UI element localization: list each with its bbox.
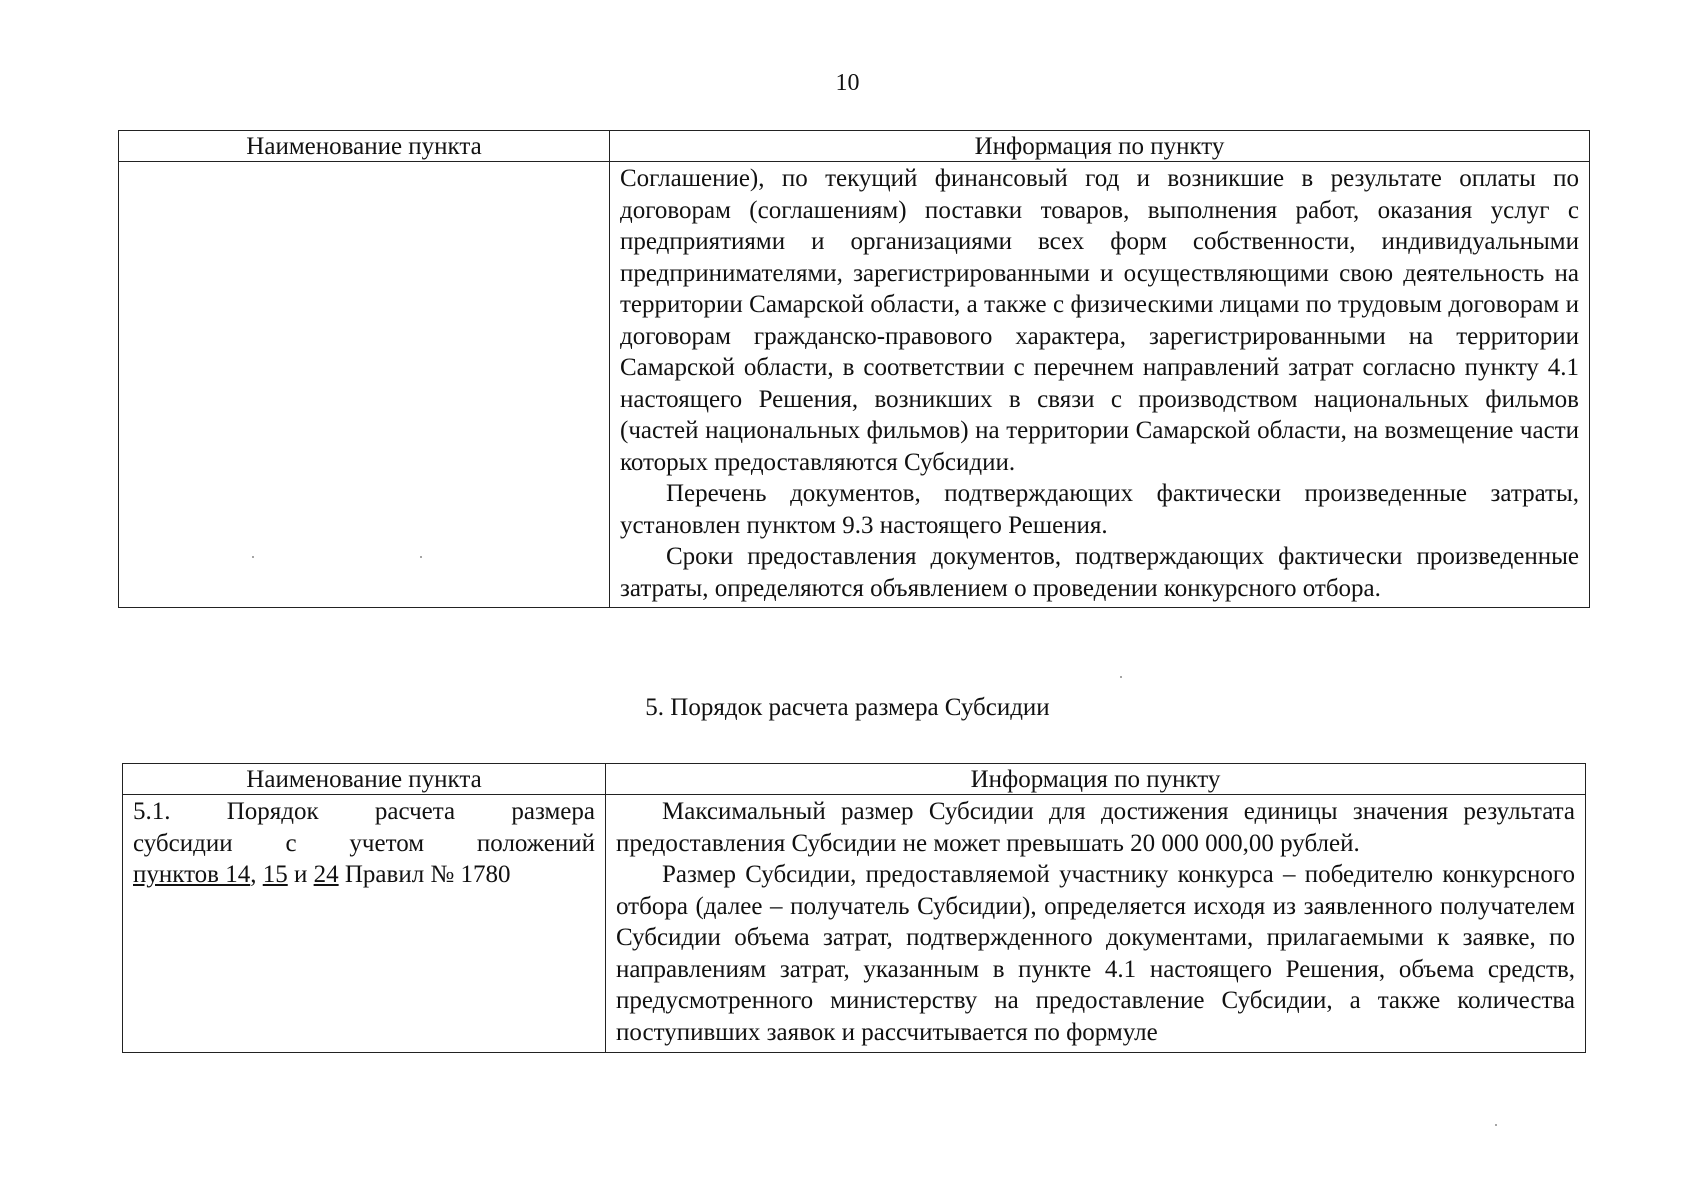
header-item-info: Информация по пункту: [610, 131, 1590, 162]
info-paragraph: Сроки предоставления документов, подтверждающих фактически произведенные затраты, определяются объявлением о проведении конкурсного отбора.: [620, 543, 1579, 602]
separator-text: ,: [250, 861, 263, 888]
item-name-text: [133, 796, 595, 891]
page-number: 10: [835, 70, 860, 96]
separator-text: и: [287, 861, 314, 888]
header-item-name: Наименование пункта: [119, 131, 610, 162]
rule-point-link[interactable]: пунктов 14: [133, 861, 251, 888]
scan-speck: [1495, 1124, 1497, 1126]
info-paragraph: Размер Субсидии, предоставляемой участнику конкурса – победителю конкурсного отбора (далее – получатель Субсидии), определяется исходя из заявленного получателем Субсидии объема затрат, подтвержденного документами, прилагаемыми к заявке, по направлениям затрат, указанным в пункте 4.1 настоящего Решения, объема средств, предусмотренного министерству на предоставление Субсидии, а также количества поступивших заявок и рассчитывается по формуле: [616, 861, 1575, 1046]
header-item-info: Информация по пункту: [606, 764, 1586, 795]
item-info-cell: [610, 162, 1590, 608]
table-header-row: [123, 764, 1586, 795]
scan-speck: [420, 556, 422, 558]
header-item-name: Наименование пункта: [123, 764, 606, 795]
item-name-line: 5.1. Порядок расчета размера: [133, 798, 595, 825]
item-name-last-line: [133, 861, 511, 888]
table-row: [119, 162, 1590, 608]
table-row: [123, 795, 1586, 1053]
scan-speck: [1120, 676, 1122, 678]
item-name-cell: [119, 162, 610, 608]
calculation-table: [122, 763, 1586, 1053]
rules-reference-text: Правил № 1780: [338, 861, 511, 888]
info-paragraph: Соглашение), по текущий финансовый год и возникшие в результате оплаты по договорам (соглашениям) поставки товаров, выполнения работ, оказания услуг с предприятиями и организациями всех форм собственности, индивидуальными предпринимателями, зарегистрированными и осуществляющими свою деятельность на территории Самарской области, а также с физическими лицами по трудовым договорам и договорам гражданско-правового характера, зарегистрированными на территории Самарской области, в соответствии с перечнем направлений затрат согласно пункту 4.1 настоящего Решения, возникших в связи с производством национальных фильмов (частей национальных фильмов) на территории Самарской области, на возмещение части которых предоставляются Субсидии.: [620, 165, 1579, 476]
table-header-row: [119, 131, 1590, 162]
scan-speck: [252, 556, 254, 558]
info-table-continued: [118, 130, 1590, 608]
item-name-cell: [123, 795, 606, 1053]
item-name-line: субсидии с учетом положений: [133, 829, 595, 857]
rule-point-link[interactable]: 24: [313, 861, 339, 888]
section-heading: 5. Порядок расчета размера Субсидии: [645, 694, 1050, 721]
info-paragraph: Перечень документов, подтверждающих фактически произведенные затраты, установлен пунктом 9.3 настоящего Решения.: [620, 480, 1579, 539]
item-info-cell: [606, 795, 1586, 1053]
rule-point-link[interactable]: 15: [262, 861, 288, 888]
info-paragraph: Максимальный размер Субсидии для достижения единицы значения результата предоставления Субсидии не может превышать 20 000 000,00 рублей.: [616, 798, 1575, 857]
